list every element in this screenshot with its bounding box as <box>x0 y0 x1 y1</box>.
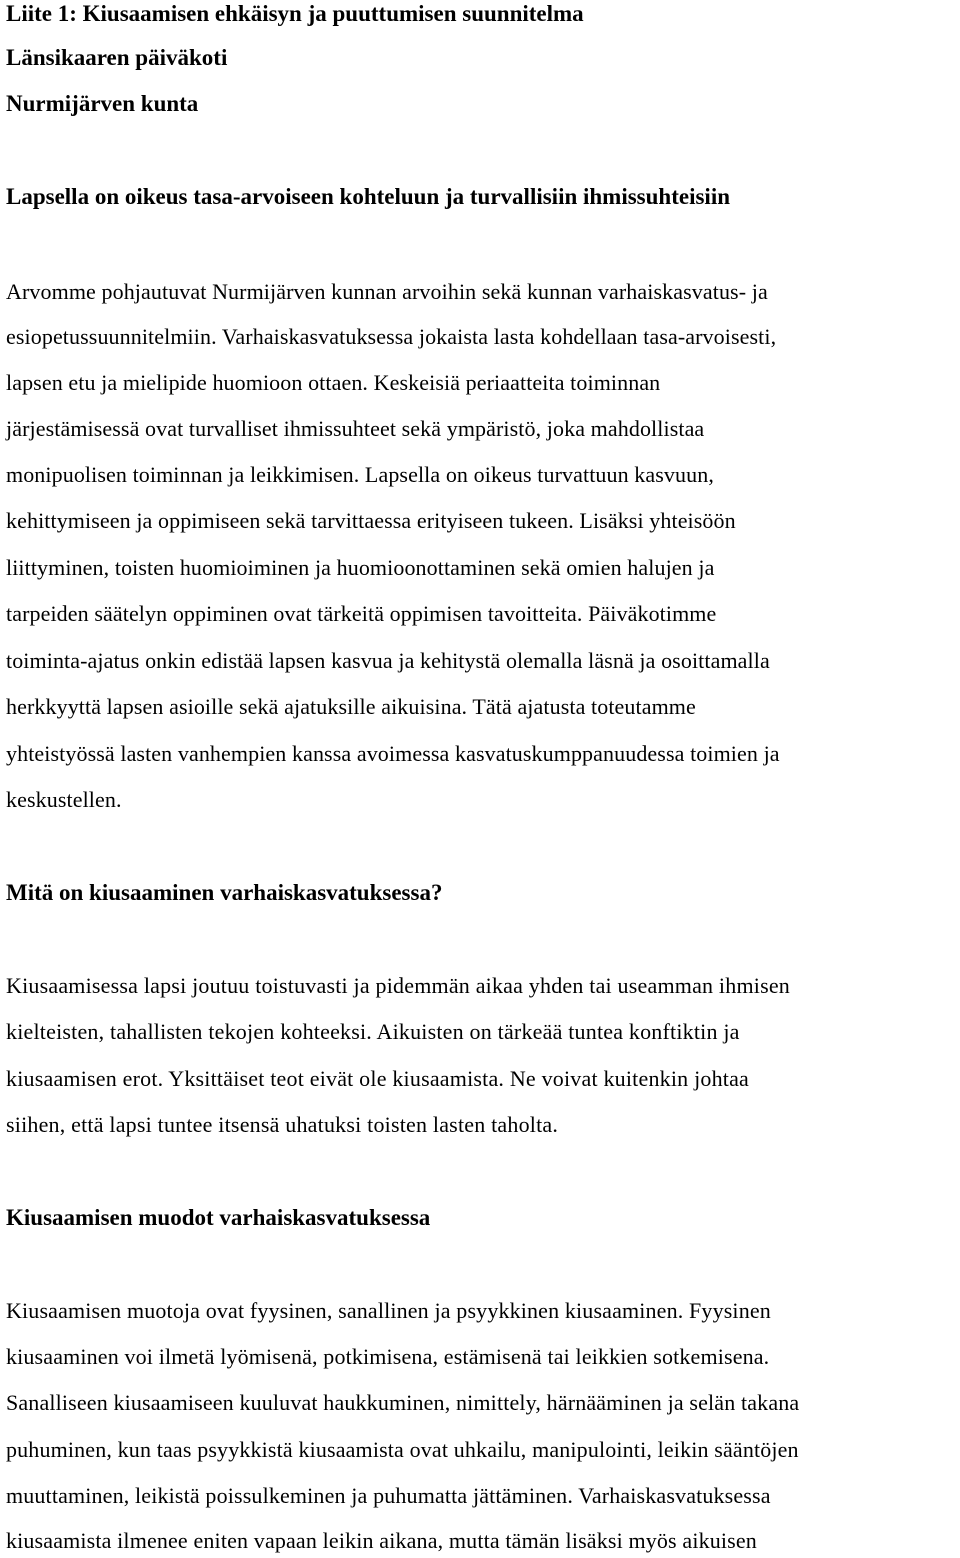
organization-name: Länsikaaren päiväkoti <box>6 45 228 70</box>
section-heading-definition: Mitä on kiusaaminen varhaiskasvatuksessa? <box>6 880 443 905</box>
paragraph-line: siihen, että lapsi tuntee itsensä uhatuksi toisten lasten taholta. <box>6 1112 559 1137</box>
paragraph-line: puhuminen, kun taas psyykkistä kiusaamista ovat uhkailu, manipulointi, leikin sääntöjen <box>6 1437 799 1462</box>
paragraph-line: Sanalliseen kiusaamiseen kuuluvat haukkuminen, nimittely, härnääminen ja selän takana <box>6 1390 800 1415</box>
section-heading-forms: Kiusaamisen muodot varhaiskasvatuksessa <box>6 1205 431 1230</box>
municipality-name: Nurmijärven kunta <box>6 91 199 116</box>
paragraph-line: monipuolisen toiminnan ja leikkimisen. Lapsella on oikeus turvattuun kasvuun, <box>6 462 714 487</box>
paragraph-line: herkkyyttä lapsen asioille sekä ajatuksille aikuisina. Tätä ajatusta toteutamme <box>6 694 696 719</box>
paragraph-line: kiusaaminen voi ilmetä lyömisenä, potkimisena, estämisenä tai leikkien sotkemisena. <box>6 1344 770 1369</box>
section-heading-rights: Lapsella on oikeus tasa-arvoiseen kohteluun ja turvallisiin ihmissuhteisiin <box>6 184 730 209</box>
paragraph-line: muuttaminen, leikistä poissulkeminen ja puhumatta jättäminen. Varhaiskasvatuksessa <box>6 1483 771 1508</box>
paragraph-line: kehittymiseen ja oppimiseen sekä tarvittaessa erityiseen tukeen. Lisäksi yhteisöön <box>6 508 736 533</box>
paragraph-line: kiusaamisen erot. Yksittäiset teot eivät ole kiusaamista. Ne voivat kuitenkin johtaa <box>6 1066 750 1091</box>
paragraph-line: lapsen etu ja mielipide huomioon ottaen. Keskeisiä periaatteita toiminnan <box>6 370 661 395</box>
paragraph-line: keskustellen. <box>6 787 122 812</box>
paragraph-line: yhteistyössä lasten vanhempien kanssa avoimessa kasvatuskumppanuudessa toimien ja <box>6 741 780 766</box>
paragraph-line: Kiusaamisessa lapsi joutuu toistuvasti ja pidemmän aikaa yhden tai useamman ihmisen <box>6 973 791 998</box>
paragraph-line: toiminta-ajatus onkin edistää lapsen kasvua ja kehitystä olemalla läsnä ja osoittamalla <box>6 648 770 673</box>
paragraph-line: järjestämisessä ovat turvalliset ihmissuhteet sekä ympäristö, joka mahdollistaa <box>6 416 705 441</box>
paragraph-line: kiusaamista ilmenee eniten vapaan leikin aikana, mutta tämän lisäksi myös aikuisen <box>6 1528 757 1553</box>
paragraph-line: Arvomme pohjautuvat Nurmijärven kunnan arvoihin sekä kunnan varhaiskasvatus- ja <box>6 279 768 304</box>
paragraph-line: liittyminen, toisten huomioiminen ja huomioonottaminen sekä omien halujen ja <box>6 555 715 580</box>
paragraph-line: esiopetussuunnitelmiin. Varhaiskasvatuksessa jokaista lasta kohdellaan tasa-arvoisesti, <box>6 324 777 349</box>
paragraph-line: kielteisten, tahallisten tekojen kohteeksi. Aikuisten on tärkeää tuntea konftiktin ja <box>6 1019 740 1044</box>
paragraph-line: tarpeiden säätelyn oppiminen ovat tärkeitä oppimisen tavoitteita. Päiväkotimme <box>6 601 717 626</box>
paragraph-line: Kiusaamisen muotoja ovat fyysinen, sanallinen ja psyykkinen kiusaaminen. Fyysinen <box>6 1298 771 1323</box>
document-title: Liite 1: Kiusaamisen ehkäisyn ja puuttumisen suunnitelma <box>6 1 584 26</box>
